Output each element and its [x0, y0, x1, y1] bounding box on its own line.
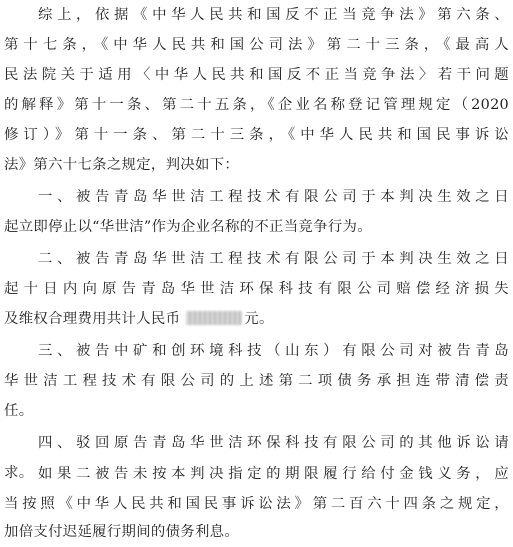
paragraph-line: 求。 [4, 465, 34, 481]
paragraph-line: 民法院关于适用〈中华人民共和国反不正当竞争法〉若干问题 [4, 67, 509, 83]
paragraph-line: 加倍支付迟延履行期间的债务利息。 [4, 524, 240, 540]
paragraph-line: 一、被告青岛华世洁工程技术有限公司于本判决生效之日 [38, 189, 509, 205]
paragraph-line: 如果二被告未按本判决指定的期限履行给付金钱义务，应 [38, 466, 509, 482]
paragraph-line: 起十日内向原告青岛华世洁环保科技有限公司赔偿经济损失 [4, 281, 509, 297]
paragraph-line: 的解释》第十一条、第二十五条，《企业名称登记管理规定（2020 [4, 97, 509, 113]
paragraph-line: 第十七条，《中华人民共和国公司法》第二十三条，《最高人 [4, 37, 509, 53]
paragraph-line: 起立即停止以“华世洁”作为企业名称的不正当竞争行为。 [4, 219, 372, 235]
paragraph-line: 任。 [4, 403, 34, 419]
paragraph-line: 华世洁工程技术有限公司的上述第二项债务承担连带清偿责 [4, 373, 509, 389]
paragraph-line: 修订）》第十一条、第二十三条，《中华人民共和国民事诉讼 [4, 127, 509, 143]
paragraph-text-suffix: 元。 [244, 311, 274, 327]
paragraph-line: 当按照《中华人民共和国民事诉讼法》第二百六十四条之规定， [4, 496, 509, 512]
paragraph-line: 法》第六十七条之规定，判决如下： [4, 157, 240, 173]
paragraph-text: 及维权合理费用共计人民币 [4, 311, 181, 327]
paragraph-line: 二、被告青岛华世洁工程技术有限公司于本判决生效之日 [38, 251, 509, 267]
paragraph-line: 三、被告中矿和创环境科技（山东）有限公司对被告青岛 [38, 343, 509, 359]
paragraph-line: 综上，依据《中华人民共和国反不正当竞争法》第六条、 [38, 7, 509, 23]
paragraph-line: 四、驳回原告青岛华世洁环保科技有限公司的其他诉讼请 [38, 435, 509, 451]
